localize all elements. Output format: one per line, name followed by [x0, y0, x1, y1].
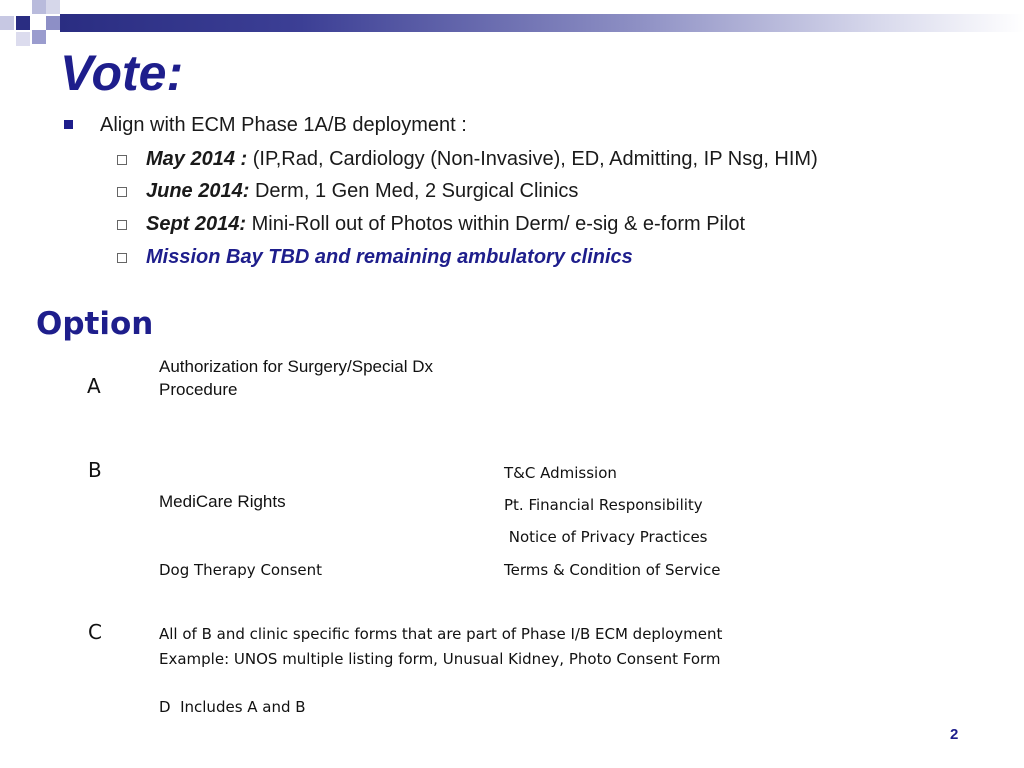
checkbox-bullet-icon: [117, 187, 127, 197]
page-number: 2: [950, 726, 959, 743]
option-a-line1: Authorization for Surgery/Special Dx: [159, 357, 434, 376]
sub-bullet-label: Mission Bay TBD and remaining ambulatory clinics: [146, 246, 633, 268]
option-d-text: D Includes A and B: [159, 698, 306, 716]
option-b-right-item: Terms & Condition of Service: [504, 561, 721, 579]
sub-bullet-text: (IP,Rad, Cardiology (Non-Invasive), ED, Admitting, IP Nsg, HIM): [247, 148, 818, 170]
square-bullet-icon: [64, 120, 73, 129]
header-gradient-bar: [60, 14, 1024, 32]
option-b-left-item: MediCare Rights: [159, 492, 286, 511]
main-bullet-text: Align with ECM Phase 1A/B deployment :: [100, 114, 467, 136]
sub-bullet-text: Mini-Roll out of Photos within Derm/ e-sig & e-form Pilot: [246, 213, 746, 235]
sub-bullet-label: Sept 2014:: [146, 213, 247, 235]
corner-square-light: [32, 0, 46, 14]
checkbox-bullet-icon: [117, 220, 127, 230]
sub-bullet: [146, 211, 745, 237]
sub-bullet: [146, 244, 633, 270]
checkbox-bullet-icon: [117, 155, 127, 165]
option-b-right-item: Pt. Financial Responsibility: [504, 496, 703, 514]
option-a-letter: A: [87, 374, 101, 398]
sub-bullet-label: June 2014:: [146, 180, 250, 202]
option-c-letter: C: [88, 620, 102, 644]
option-heading: Option: [36, 306, 154, 342]
option-b-left-item: Dog Therapy Consent: [159, 561, 323, 579]
option-b-right-item: T&C Admission: [504, 464, 617, 482]
option-c-line2: Example: UNOS multiple listing form, Unusual Kidney, Photo Consent Form: [159, 650, 721, 668]
option-c-line1: All of B and clinic specific forms that are part of Phase I/B ECM deployment: [159, 625, 723, 643]
sub-bullet: [146, 146, 818, 172]
corner-square-mid: [0, 16, 14, 30]
checkbox-bullet-icon: [117, 253, 127, 263]
corner-square-dark: [16, 16, 30, 30]
corner-square-light: [16, 32, 30, 46]
option-b-letter: B: [88, 458, 102, 482]
corner-square-light: [46, 0, 60, 14]
sub-bullet-label: May 2014 :: [146, 148, 248, 170]
corner-square-mid: [46, 16, 60, 30]
sub-bullet: [146, 178, 578, 204]
sub-bullet-text: Derm, 1 Gen Med, 2 Surgical Clinics: [249, 180, 579, 202]
slide-title: Vote:: [60, 45, 184, 101]
corner-square-mid: [32, 30, 46, 44]
option-a-line2: Procedure: [159, 380, 238, 399]
option-b-right-item: Notice of Privacy Practices: [504, 528, 708, 546]
